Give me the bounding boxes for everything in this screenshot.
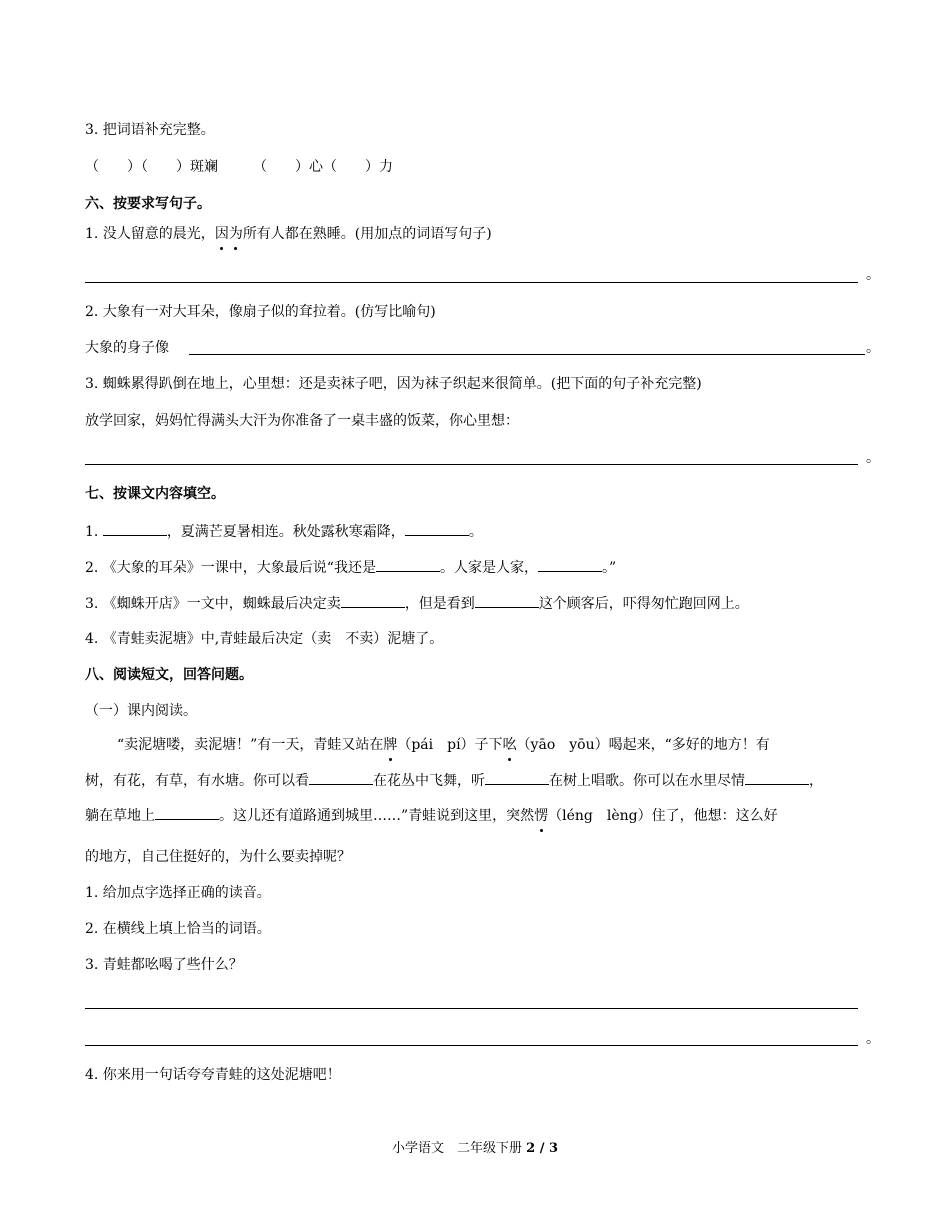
page-number: 2 / 3 [526,1141,559,1156]
passage-line-4: 的地方，自己住挺好的，为什么要卖掉呢？ [85,849,351,865]
question-6-1 [85,224,492,244]
footer-subject: 小学语文 二年级下册 [391,1141,527,1156]
question-8-3: 3. 青蛙都吆喝了些什么？ [85,957,243,973]
fill-blank[interactable] [485,770,549,785]
dotted-char: 为 [228,226,243,242]
question-5-3-title: 3. 把词语补充完整。 [85,122,215,138]
question-8-1: 1. 给加点字选择正确的读音。 [85,885,271,901]
text-fragment: 这个顾客后，吓得匆忙跑回网上。 [538,596,749,612]
question-7-3 [85,593,749,614]
answer-period: 。 [866,450,880,466]
question-8-4: 4. 你来用一句话夸夸青蛙的这处泥塘吧！ [85,1067,341,1083]
answer-line-6-1[interactable] [85,282,858,283]
question-7-2 [85,557,616,578]
section-7-heading: 七、按课文内容填空。 [85,486,225,502]
answer-period: 。 [866,340,880,356]
passage-line-3 [85,805,778,826]
fill-blank[interactable] [475,593,539,608]
text-fragment: （pái pí）子下 [397,737,503,753]
text-fragment: 。” [601,560,617,576]
text-fragment: 。人家是人家， [439,560,538,576]
question-7-4: 4. 《青蛙卖泥塘》中,青蛙最后决定（卖 不卖）泥塘了。 [85,631,444,647]
fill-blank[interactable] [155,805,219,820]
fill-blank[interactable] [309,770,373,785]
question-6-2: 2. 大象有一对大耳朵，像扇子似的耷拉着。(仿写比喻句) [85,304,436,320]
dotted-char: 牌 [383,737,398,753]
dotted-char: 因 [214,226,229,242]
text-fragment: ，但是看到 [404,596,475,612]
text-fragment: （léng lèng）住了，他想：这么好 [548,808,778,824]
fill-blank[interactable] [376,557,440,572]
section-8-heading: 八、阅读短文，回答问题。 [85,667,253,683]
reading-subheading: （一）课内阅读。 [85,703,197,719]
answer-line-8-3b[interactable] [85,1045,858,1046]
text-fragment: 3. 《蜘蛛开店》一文中，蜘蛛最后决定卖 [85,596,341,612]
text-fragment: 1. [85,524,103,540]
text-fragment: 。 [468,524,483,540]
fill-blank[interactable] [341,593,405,608]
answer-period: 。 [866,267,880,283]
text-fragment: ， [809,773,823,789]
text-fragment: “卖泥塘喽，卖泥塘！”有一天，青蛙又站在 [117,737,384,753]
answer-period: 。 [866,1031,880,1047]
question-8-2: 2. 在横线上填上恰当的词语。 [85,921,271,937]
fill-blank[interactable] [538,557,602,572]
section-6-heading: 六、按要求写句子。 [85,196,211,212]
text-fragment: 躺在草地上 [85,808,155,824]
text-fragment: 在花丛中飞舞，听 [373,773,485,789]
text-fragment: 2. 《大象的耳朵》一课中，大象最后说“我还是 [85,560,376,576]
answer-line-6-3[interactable] [85,464,858,465]
page-footer [0,1139,950,1159]
passage-line-1 [117,735,770,755]
passage-line-2 [85,770,823,791]
text-fragment: （yāo yōu）喝起来，“多好的地方！有 [516,737,770,753]
question-6-1-pre: 1. 没人留意的晨光， [85,226,215,242]
text-fragment: 在树上唱歌。你可以在水里尽情 [549,773,745,789]
dotted-char: 愣 [534,808,549,824]
question-5-3-blanks: （ ）（ ）斑斓 （ ）心（ ）力 [85,159,393,175]
question-6-3: 3. 蜘蛛累得趴倒在地上，心里想：还是卖袜子吧，因为袜子织起来很简单。(把下面的句子补充完整) [85,376,702,392]
fill-blank[interactable] [103,521,167,536]
text-fragment: 。这儿还有道路通到城里……”青蛙说到这里，突然 [219,808,535,824]
fill-blank[interactable] [745,770,809,785]
fill-blank[interactable] [405,521,469,536]
question-6-3-prompt: 放学回家，妈妈忙得满头大汗为你准备了一桌丰盛的饭菜，你心里想： [85,413,519,429]
answer-line-8-3a[interactable] [85,1008,858,1009]
dotted-char: 吆 [502,737,517,753]
text-fragment: ，夏满芒夏暑相连。秋处露秋寒霜降， [166,524,405,540]
answer-line-6-2[interactable] [189,354,865,355]
question-6-1-post: 所有人都在熟睡。(用加点的词语写句子) [242,226,492,242]
text-fragment: 树，有花，有草，有水塘。你可以看 [85,773,309,789]
question-7-1 [85,521,483,542]
question-6-2-prompt: 大象的身子像 [85,340,169,356]
